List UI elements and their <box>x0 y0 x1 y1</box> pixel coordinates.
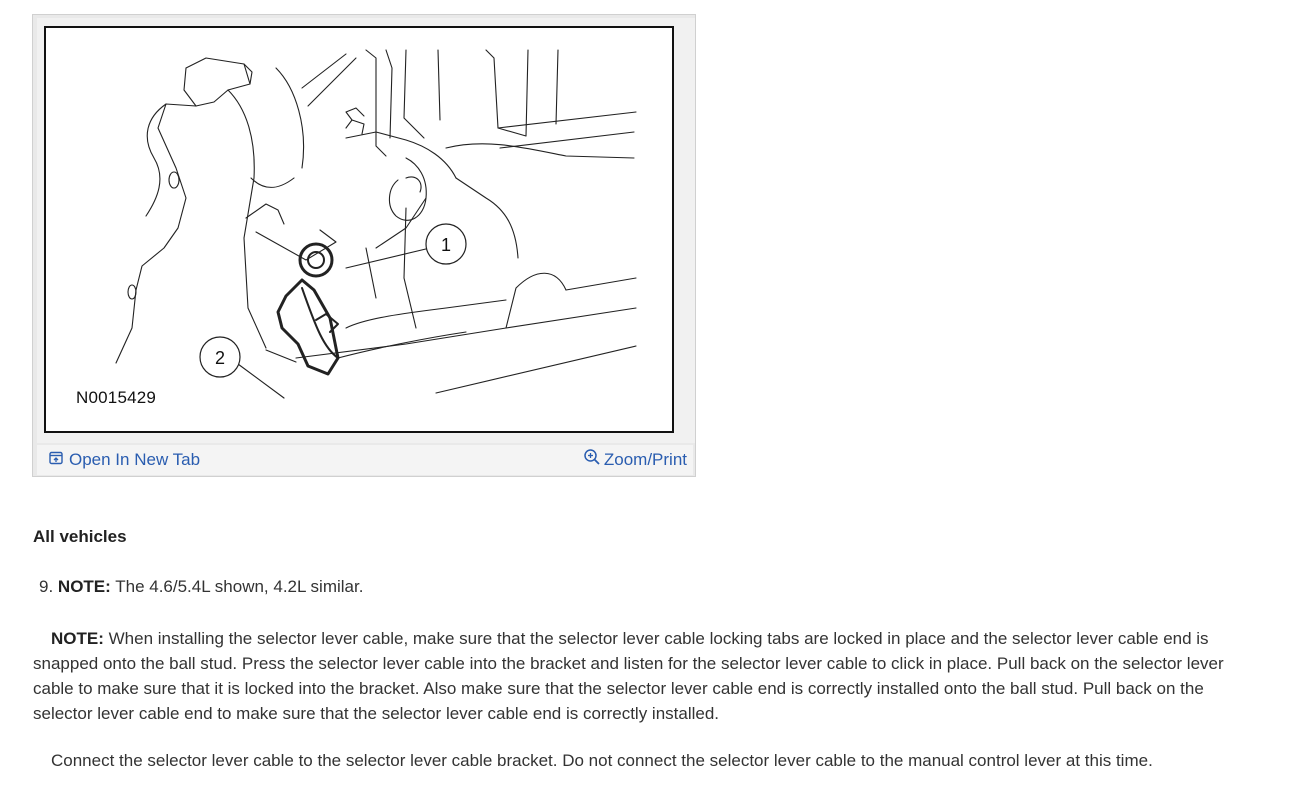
installation-note-label: NOTE: <box>51 629 104 648</box>
technical-illustration[interactable] <box>44 26 674 433</box>
figure-frame <box>37 18 695 443</box>
callout-2 <box>200 337 240 377</box>
zoom-print-link[interactable] <box>583 448 687 471</box>
step-note-text: The 4.6/5.4L shown, 4.2L similar. <box>115 577 364 596</box>
open-in-new-tab-label: Open In New Tab <box>69 450 201 469</box>
figure-code: N0015429 <box>76 388 157 407</box>
open-new-tab-icon <box>49 450 63 470</box>
installation-note-text: When installing the selector lever cable, make sure that the selector lever cable locking tabs are locked in place and the selector lever cable end is snapped onto the ball stud. Press the selector lever cable into the bracket and listen for the selector lever cable to click in place. Pull back on the selector lever cable to make sure that it is locked into the bracket. Also make sure that the selector lever cable end is correctly installed onto the ball stud. Pull back on the selector lever cable end to make sure that the selector lever cable end is correctly installed. <box>33 629 1224 723</box>
installation-note <box>33 626 1258 726</box>
section-heading: All vehicles <box>33 527 127 546</box>
step-9 <box>39 577 363 597</box>
callout-1 <box>426 224 466 264</box>
figure-toolbar <box>37 445 693 475</box>
zoom-print-label: Zoom/Print <box>603 449 687 469</box>
zoom-in-icon <box>583 448 601 471</box>
svg-text:2: 2 <box>214 348 226 368</box>
step-note-label: NOTE: <box>57 577 111 596</box>
figure-card <box>32 14 696 477</box>
illustration-drawing <box>46 28 672 431</box>
open-in-new-tab-link[interactable] <box>49 450 200 470</box>
instruction-text: Connect the selector lever cable to the selector lever cable bracket. Do not connect the selector lever cable to the manual control lever at this time. <box>51 751 1153 770</box>
step-number: 9. <box>39 577 54 596</box>
svg-text:1: 1 <box>440 235 452 255</box>
